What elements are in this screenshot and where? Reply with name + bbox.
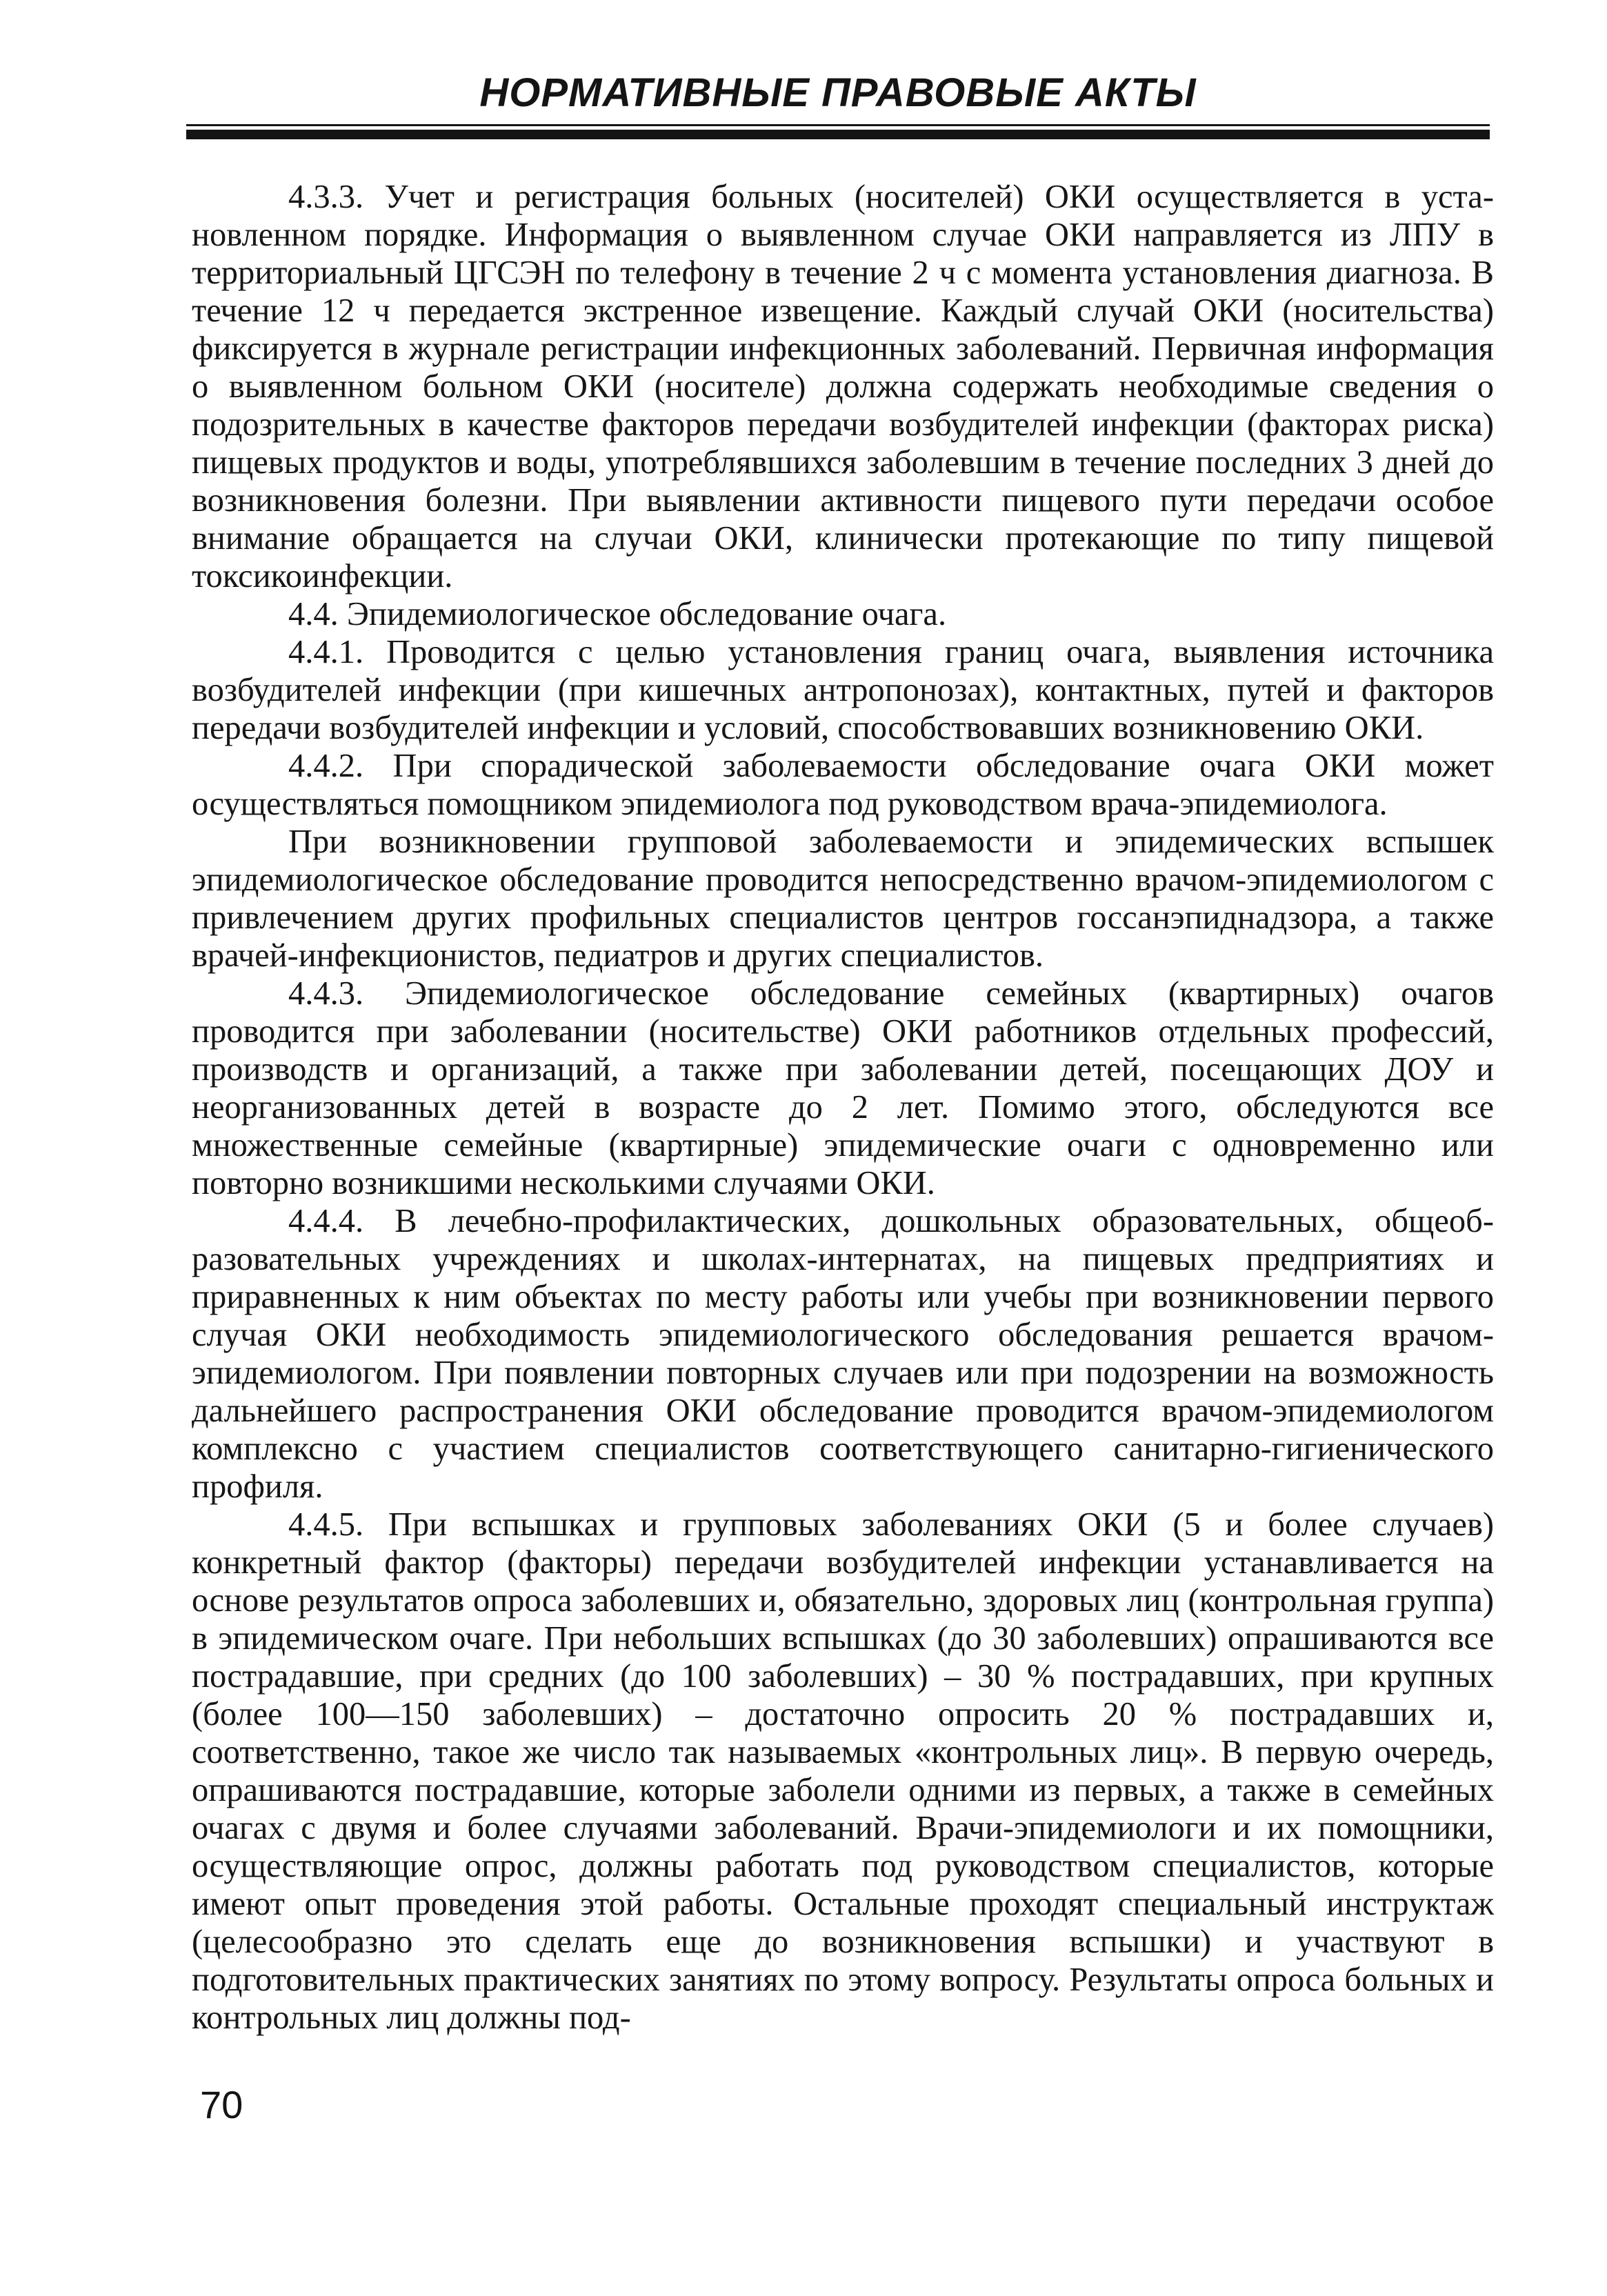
document-body <box>192 178 1494 2037</box>
header-rule-thin <box>186 124 1490 126</box>
paragraph-group-outbreak: При возникновении групповой заболеваемости и эпидемических вспышек эпидемиологическое обследование проводится непосредственно врачом-эпидемиологом с привлечением других профильных специалистов центров госсанэпиднадзора, а также врачей-инфекционистов, педиатров и других специалистов. <box>192 823 1494 974</box>
header-rule-thick <box>186 130 1490 139</box>
header-title: НОРМАТИВНЫЕ ПРАВОВЫЕ АКТЫ <box>479 70 1197 115</box>
paragraph-4-4-1: 4.4.1. Проводится с целью установления границ очага, выявления источника возбудителей инфекции (при кишечных антропонозах), контактных, путей и факторов передачи возбудителей инфекции и условий, способствовавших возникновению ОКИ. <box>192 634 1494 746</box>
paragraph-4-4-2: 4.4.2. При спорадической заболеваемости обследование очага ОКИ может осуществляться помощником эпидемиолога под руководством врача-эпидемиолога. <box>192 748 1494 822</box>
paragraph-4-4-4: 4.4.4. В лечебно-профилактических, дошкольных образовательных, общеобразовательных учреждениях и школах-интернатах, на пищевых предприятиях и приравненных к ним объектах по месту работы или учебы при возникновении первого случая ОКИ необходимость эпидемиологического обследования решается врачом-эпидемиологом. При появлении повторных случаев или при подозрении на возможность дальнейшего распространения ОКИ обследование проводится врачом-эпидемиологом комплексно с участием специалистов соответствующего санитарно-гигиенического профиля. <box>192 1203 1494 1505</box>
paragraph-4-4-5: 4.4.5. При вспышках и групповых заболеваниях ОКИ (5 и более случаев) конкретный фактор (факторы) передачи возбудителей инфекции устанавливается на основе результатов опроса заболевших и, обязательно, здоровых лиц (контрольная группа) в эпидемическом очаге. При небольших вспышках (до 30 заболевших) опрашиваются все пострадавшие, при средних (до 100 заболевших) – 30 % пострадавших, при крупных (более 100—150 заболевших) – достаточно опросить 20 % пострадавших и, соответственно, такое же число так называемых «контрольных лиц». В первую очередь, опрашиваются пострадавшие, которые заболели одними из первых, а также в семейных очагах с двумя и более случаями заболеваний. Врачи-эпидемиологи и их помощники, осуществляющие опрос, должны работать под руководством специалистов, которые имеют опыт проведения этой работы. Остальные проходят специальный инструктаж (целесообразно это сделать еще до возникновения вспышки) и участвуют в подготовительных практических занятиях по этому вопросу. Результаты опроса больных и контрольных лиц должны под- <box>192 1506 1494 2036</box>
paragraph-4-4-3: 4.4.3. Эпидемиологическое обследование семейных (квартирных) очагов проводится при заболевании (носительстве) ОКИ работников отдельных профессий, производств и организаций, а также при заболевании детей, посещающих ДОУ и неорганизованных детей в возрасте до 2 лет. Помимо этого, обследуются все множественные семейные (квартирные) эпидемические очаги с одновременно или повторно возникшими несколькими случаями ОКИ. <box>192 975 1494 1201</box>
paragraph-4-3-3: 4.3.3. Учет и регистрация больных (носителей) ОКИ осуществляется в установленном порядке. Информация о выявленном случае ОКИ направляется из ЛПУ в территориальный ЦГСЭН по телефону в течение 2 ч с момента установления диагноза. В течение 12 ч передается экстренное извещение. Каждый случай ОКИ (носительства) фиксируется в журнале регистрации инфекционных заболеваний. Первичная информация о выявленном больном ОКИ (носителе) должна содержать необходимые сведения о подозрительных в качестве факторов передачи возбудителей инфекции (факторах риска) пищевых продуктов и воды, употреблявшихся заболевшим в течение последних 3 дней до возникновения болезни. При выявлении активности пищевого пути передачи особое внимание обращается на случаи ОКИ, клинически протекающие по типу пищевой токсикоинфекции. <box>192 179 1494 595</box>
running-header <box>186 69 1490 145</box>
paragraph-4-4: 4.4. Эпидемиологическое обследование очага. <box>288 596 947 632</box>
page-number: 70 <box>200 2083 243 2126</box>
